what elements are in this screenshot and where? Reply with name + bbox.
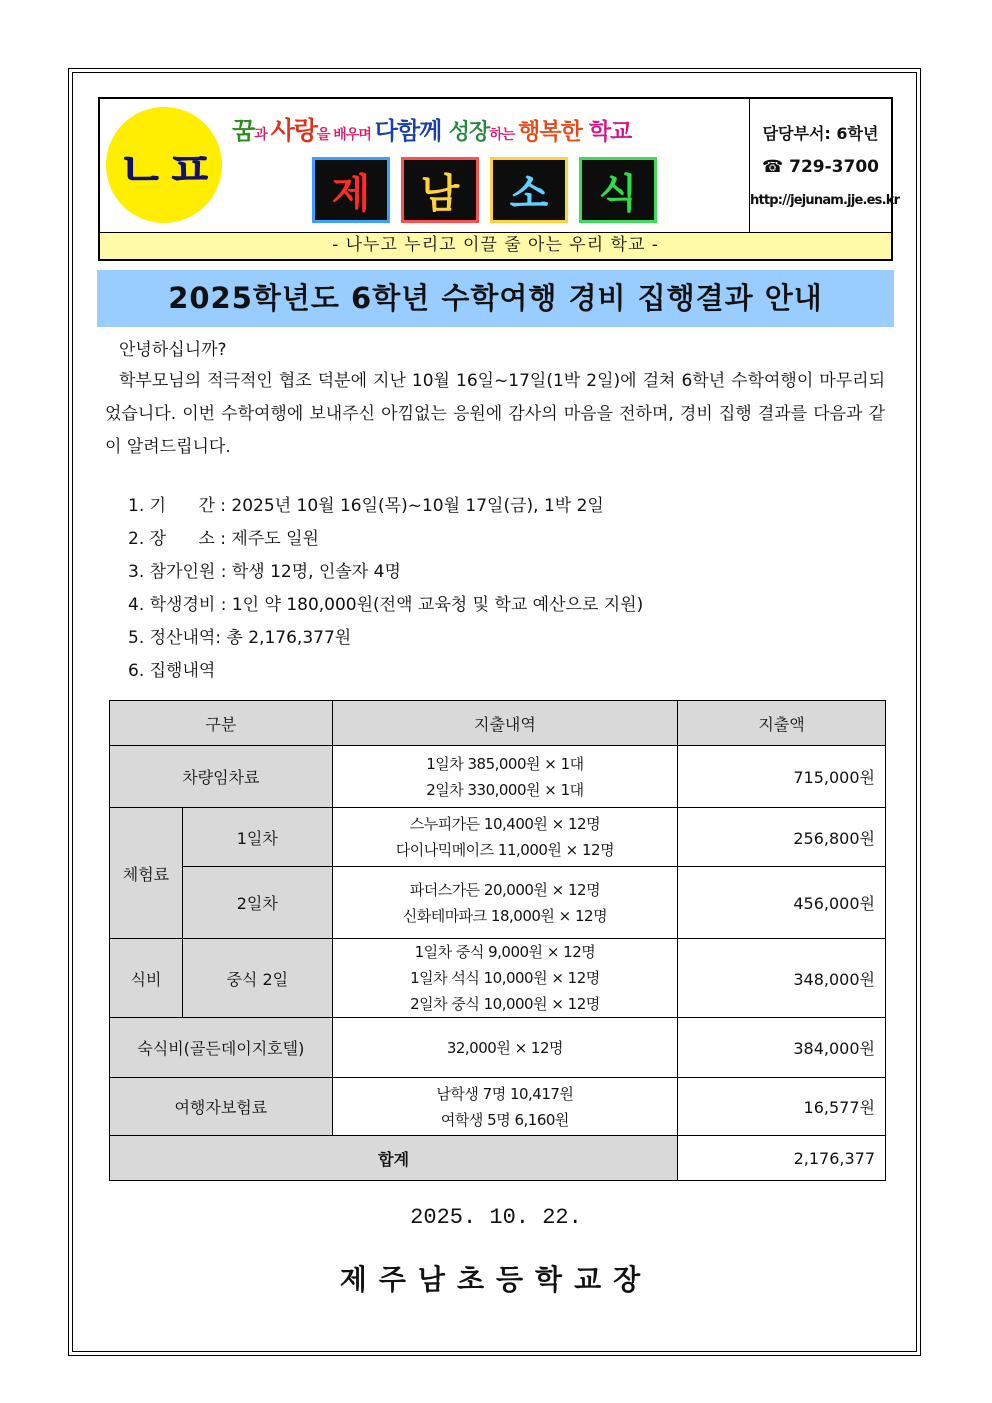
row-amount: 16,577원 — [678, 1078, 886, 1136]
slogan-part: 꿈 — [232, 117, 255, 145]
detail-line: 신화테마파크 18,000원 × 12명 — [402, 906, 608, 925]
row-amount: 348,000원 — [678, 939, 886, 1018]
header-contact-info — [750, 99, 900, 232]
detail-line: 1일차 중식 9,000원 × 12명 — [414, 943, 596, 961]
row-details — [332, 808, 678, 867]
newsletter-header — [98, 97, 900, 261]
greeting: 안녕하십니까? — [119, 340, 227, 360]
row-amount: 715,000원 — [678, 746, 886, 808]
school-logo — [106, 107, 222, 223]
table-row — [110, 867, 886, 939]
principal-signature: 제주남초등학교장 — [339, 1263, 653, 1296]
table-row — [110, 1018, 886, 1078]
row-details — [332, 867, 678, 939]
slogan-part: 과 — [254, 127, 271, 143]
table-row — [110, 1078, 886, 1136]
name-tile: 소 — [490, 157, 568, 223]
list-item: 1. 기 간 : 2025년 10월 16일(목)~10월 17일(금), 1박 2일 — [128, 496, 604, 516]
header-banner — [100, 99, 750, 232]
row-amount: 256,800원 — [678, 808, 886, 867]
slogan-part: 하는 — [489, 127, 519, 143]
row-details: 32,000원 × 12명 — [332, 1018, 678, 1078]
issue-date: 2025. 10. 22. — [410, 1205, 582, 1230]
school-motto: - 나누고 누리고 이끌 줄 아는 우리 학교 - — [100, 232, 891, 259]
detail-line: 2일차 중식 10,000원 × 12명 — [410, 995, 600, 1013]
department-label: 담당부서: 6학년 — [762, 124, 879, 143]
row-label: 차량임차료 — [110, 746, 333, 808]
row-sublabel: 2일차 — [182, 867, 332, 939]
school-slogan — [232, 111, 752, 147]
table-row — [110, 746, 886, 808]
row-amount: 456,000원 — [678, 867, 886, 939]
detail-line: 1일차 석식 10,000원 × 12명 — [410, 969, 600, 987]
slogan-part: 학교 — [588, 119, 632, 145]
detail-line: 2일차 330,000원 × 1대 — [426, 780, 584, 799]
row-details — [332, 746, 678, 808]
row-label: 식비 — [110, 939, 183, 1018]
detail-line: 여학생 5명 6,160원 — [440, 1110, 569, 1129]
detail-line: 1일차 385,000원 × 1대 — [426, 754, 584, 773]
row-label: 숙식비(골든데이지호텔) — [110, 1018, 333, 1078]
name-tile: 식 — [579, 157, 657, 223]
total-amount: 2,176,377 — [678, 1136, 886, 1181]
header-details: 지출내역 — [332, 701, 678, 746]
list-item: 4. 학생경비 : 1인 약 180,000원(전액 교육청 및 학교 예산으로 지원) — [128, 595, 644, 615]
header-category: 구분 — [110, 701, 333, 746]
detail-line: 남학생 7명 10,417원 — [436, 1084, 574, 1103]
website-link[interactable]: http://jejunam.jje.es.kr — [750, 193, 900, 208]
row-amount: 384,000원 — [678, 1018, 886, 1078]
document-title: 2025학년도 6학년 수학여행 경비 집행결과 안내 — [97, 270, 894, 327]
row-label: 여행자보험료 — [110, 1078, 333, 1136]
phone-number: 729-3700 — [789, 157, 879, 177]
slogan-part: 을 배우며 — [316, 127, 375, 143]
list-item: 5. 정산내역: 총 2,176,377원 — [128, 628, 352, 648]
slogan-part: 행복한 — [518, 119, 589, 145]
list-item: 6. 집행내역 — [128, 661, 216, 681]
detail-line: 파더스가든 20,000원 × 12명 — [409, 880, 601, 899]
slogan-part: 다함께 — [374, 117, 449, 145]
newsletter-name-tiles — [312, 157, 657, 225]
name-tile: 남 — [401, 157, 479, 223]
total-label: 합계 — [110, 1136, 678, 1181]
row-details — [332, 939, 678, 1018]
header-amount: 지출액 — [678, 701, 886, 746]
table-row — [110, 939, 886, 1018]
row-sublabel: 1일차 — [182, 808, 332, 867]
phone-icon: ☎ — [762, 157, 784, 177]
phone-line — [750, 157, 891, 177]
slogan-part: 성장 — [448, 120, 490, 145]
list-item: 3. 참가인원 : 학생 12명, 인솔자 4명 — [128, 562, 401, 582]
list-item: 2. 장 소 : 제주도 일원 — [128, 529, 319, 549]
table-total-row — [110, 1136, 886, 1181]
intro-paragraph: 학부모님의 적극적인 협조 덕분에 지난 10월 16일~17일(1박 2일)에 걸쳐 6학년 수학여행이 마무리되었습니다. 이번 수학여행에 보내주신 아낌없는 응원에 감사의 마음을 전하며, 경비 집행 결과를 다음과 같이 알려드립니다. — [105, 371, 885, 457]
detail-line: 스누피가든 10,400원 × 12명 — [409, 815, 601, 833]
row-label: 체험료 — [110, 808, 183, 939]
detail-line: 다이나믹메이즈 11,000원 × 12명 — [395, 841, 615, 859]
name-tile: 제 — [312, 157, 390, 223]
slogan-part: 사랑 — [270, 116, 317, 145]
row-details — [332, 1078, 678, 1136]
expense-table — [109, 700, 886, 1181]
school-logo-text: ㄴㅍ — [116, 141, 212, 198]
row-sublabel: 중식 2일 — [182, 939, 332, 1018]
table-header-row — [110, 701, 886, 746]
table-row — [110, 808, 886, 867]
